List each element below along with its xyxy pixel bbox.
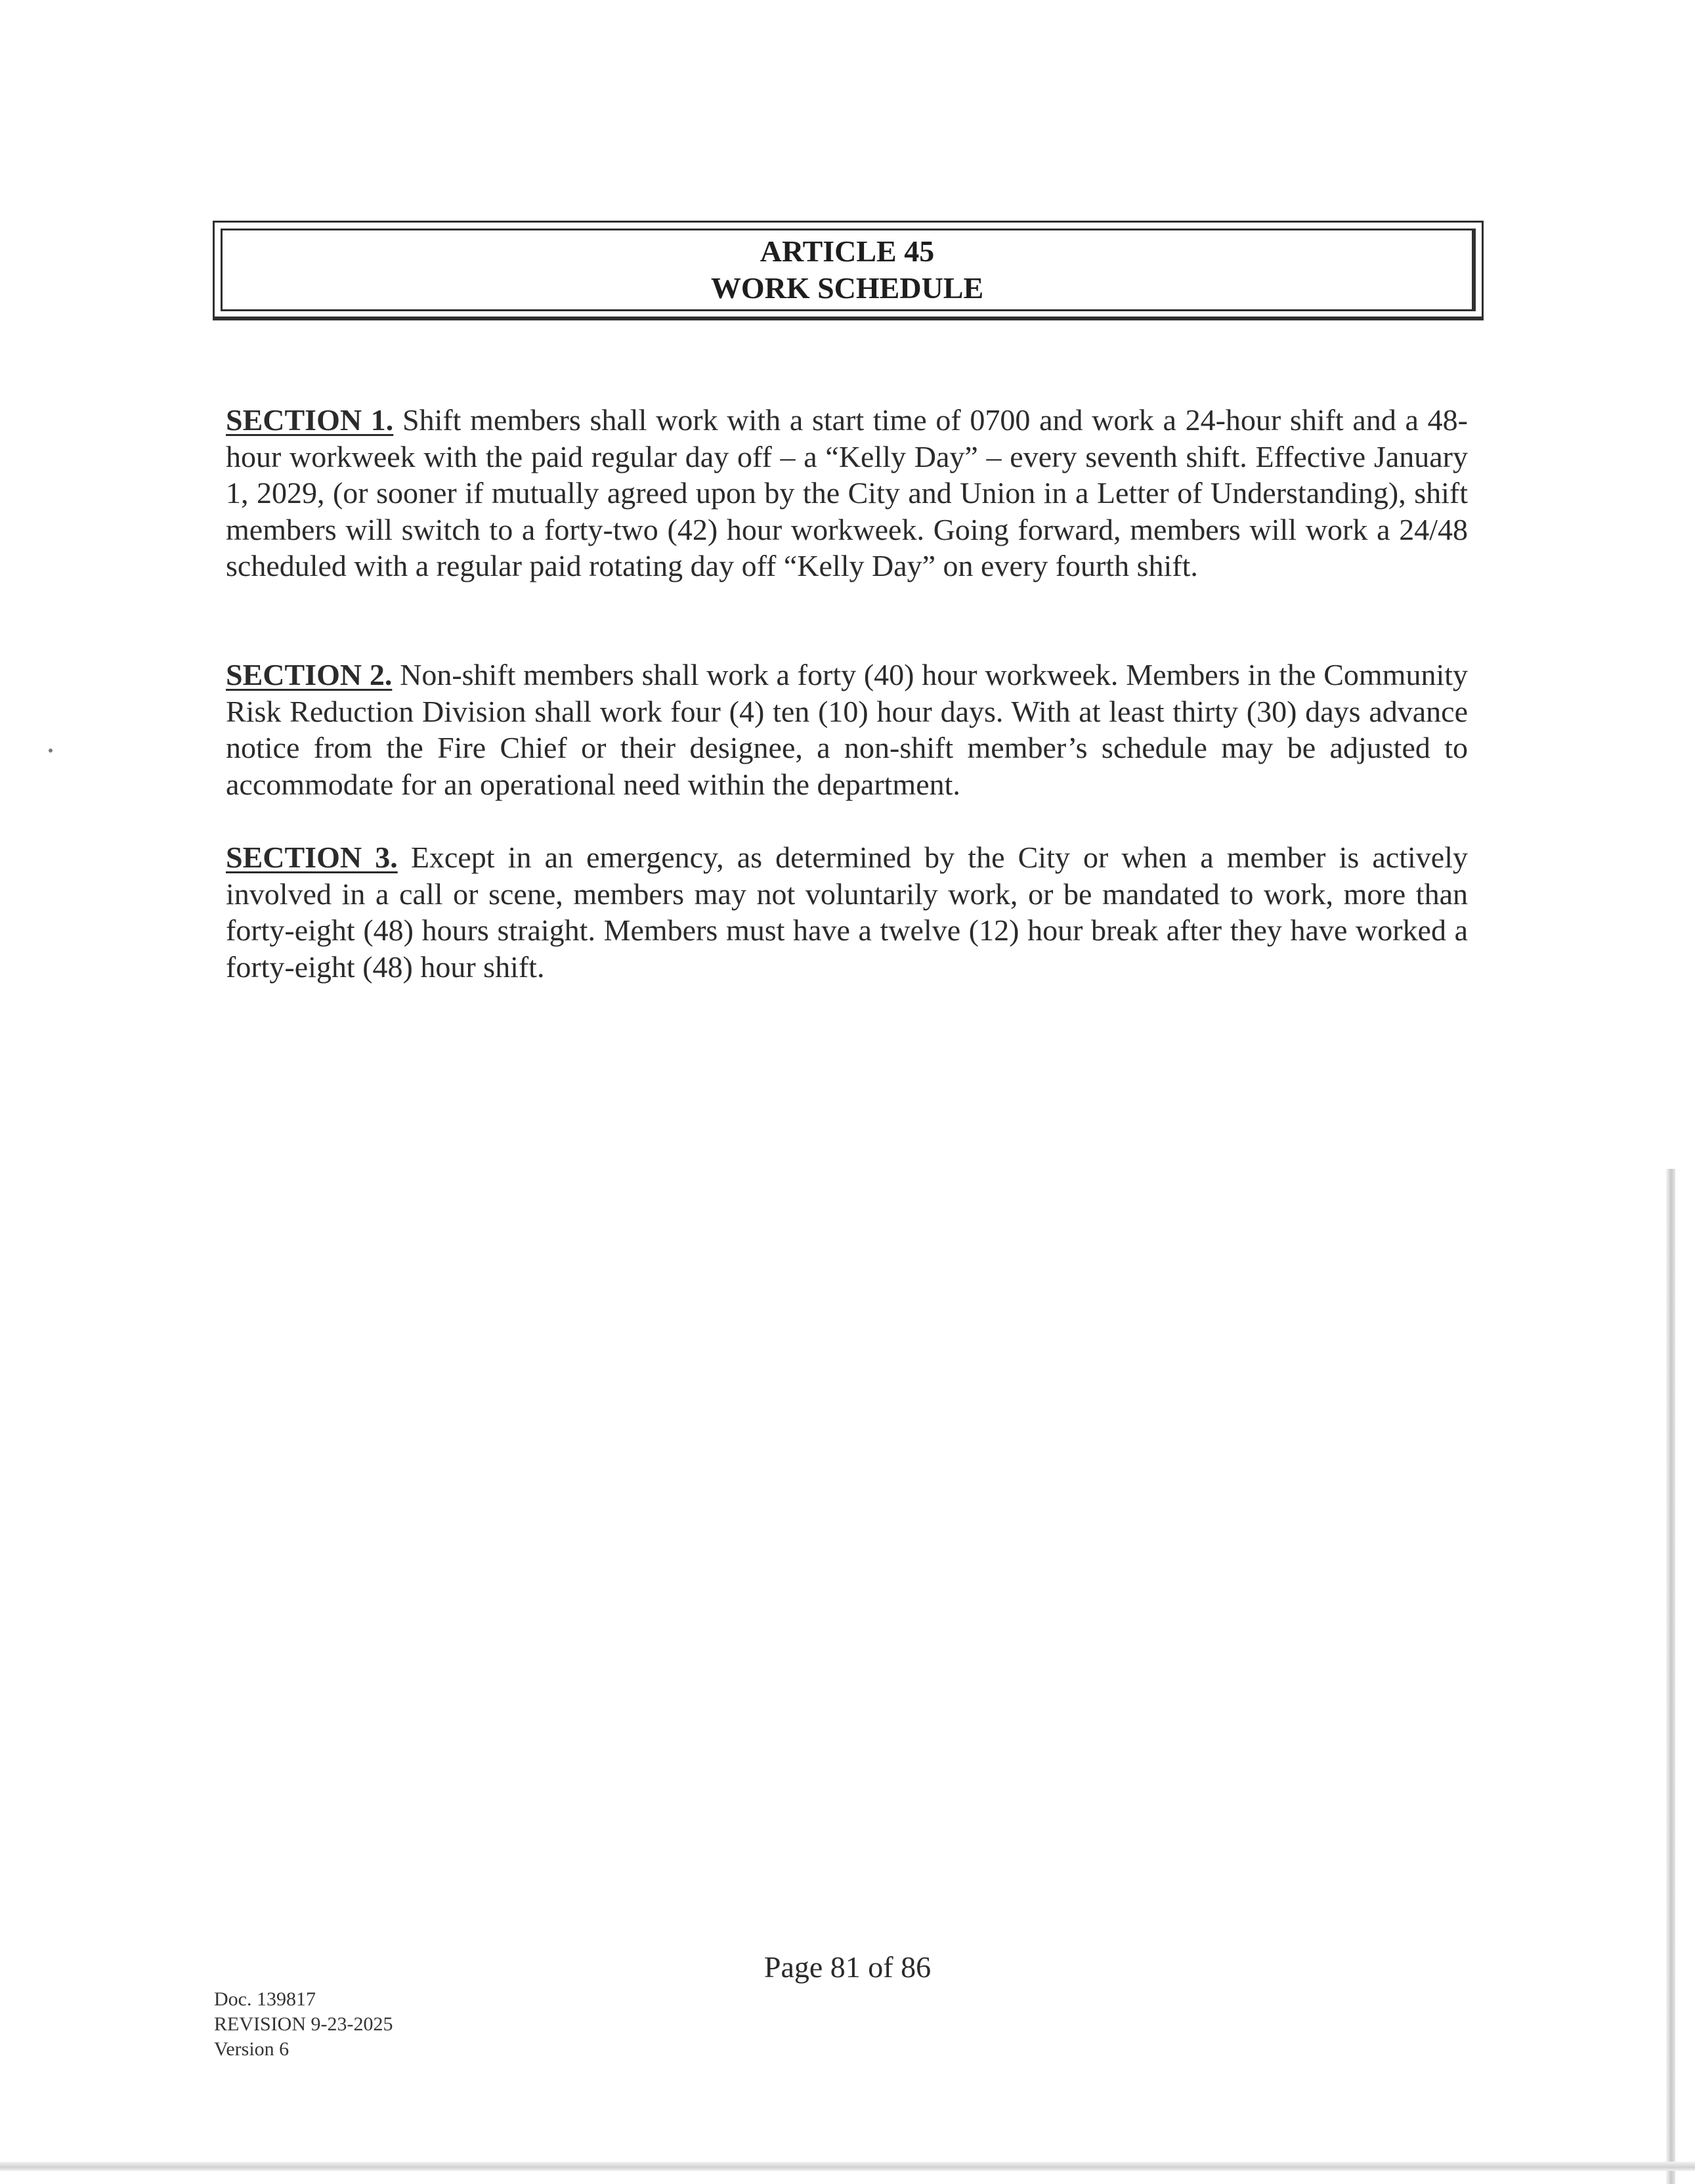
section-2 [226, 657, 1468, 802]
document-footer [214, 1987, 393, 2062]
footer-version: Version 6 [214, 2038, 290, 2060]
page-number: Page 81 of 86 [763, 1950, 932, 1984]
article-title-box [213, 221, 1484, 320]
article-number: ARTICLE 45 [760, 234, 935, 268]
section-2-text: Non-shift members shall work a forty (40) hour workweek. Members in the Community Risk Reduction Division shall work four (4) ten (10) hour days. With at least thirty (30) days advance notice from the Fire Chief or their designee, a non-shift member’s schedule may be adjusted to accommodate for an operational need within the department. [226, 658, 1468, 801]
footer-doc-number: Doc. 139817 [214, 1988, 316, 2010]
section-3-text: Except in an emergency, as determined by the City or when a member is actively involved in a call or scene, members may not voluntarily work, or be mandated to work, more than forty-eight (48) hours straight. Members must have a twelve (12) hour break after they have worked a forty-eight (48) hour shift. [226, 841, 1468, 984]
section-3 [226, 839, 1468, 985]
section-2-label: SECTION 2. [226, 658, 393, 691]
section-1-label: SECTION 1. [226, 403, 394, 437]
article-title-inner-frame [221, 229, 1476, 311]
section-1-text: Shift members shall work with a start time of 0700 and work a 24-hour shift and a 48-hour workweek with the paid regular day off – a “Kelly Day” – every seventh shift. Effective January 1, 2029, (or sooner if mutually agreed upon by the City and Union in a Letter of Understanding), shift members will switch to a forty-two (42) hour workweek. Going forward, members will work a 24/48 scheduled with a regular paid rotating day off “Kelly Day” on every fourth shift. [226, 403, 1468, 582]
stray-scan-mark [49, 749, 53, 753]
footer-revision: REVISION 9-23-2025 [214, 2013, 393, 2035]
scan-edge-right [1666, 1169, 1675, 2184]
section-3-label: SECTION 3. [226, 841, 398, 874]
section-1 [226, 402, 1468, 584]
article-title: WORK SCHEDULE [710, 271, 984, 305]
scan-edge-bottom [0, 2162, 1695, 2171]
